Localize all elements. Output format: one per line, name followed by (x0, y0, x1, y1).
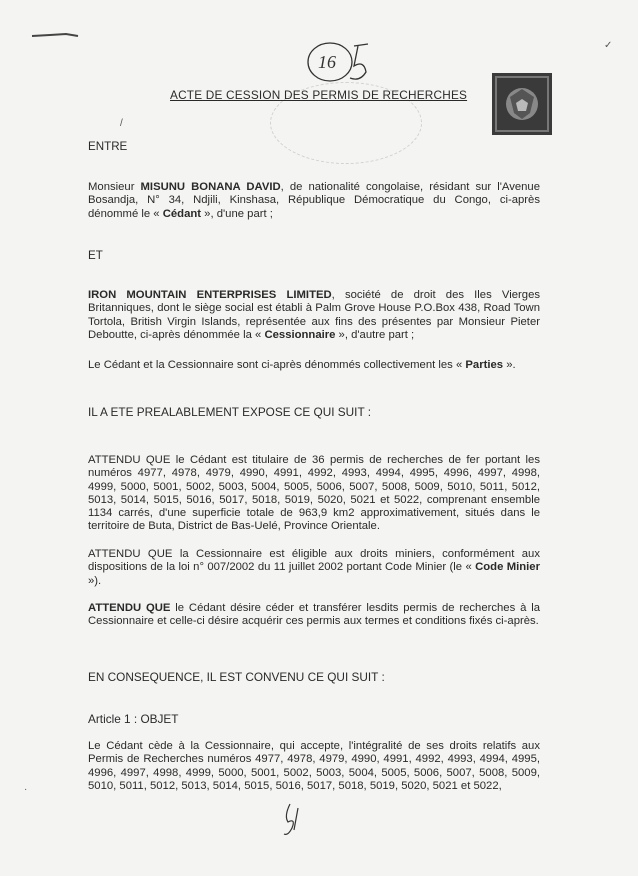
section-heading-expose: IL A ETE PREALABLEMENT EXPOSE CE QUI SUIT : (88, 405, 372, 419)
text-span: »). (88, 574, 102, 587)
parties-paragraph (88, 359, 540, 372)
handwritten-initials (278, 800, 308, 840)
margin-mark: ✓ (604, 40, 613, 51)
text-span: , société de droit des Iles Vierges Britanniques, dont le siège social est établi à Palm Grove House P.O.Box 438, Road Town Tortola, British Virgin Islands, représentée aux fins des présentes par Monsieur Pieter Deboutte, ci-après dénommée la « (88, 289, 540, 341)
text-span: ATTENDU QUE la Cessionnaire est éligible aux droits miniers, conformément aux dispositions de la loi n° 007/2002 du 11 juillet 2002 portant Code Minier (le « (88, 548, 540, 574)
defined-term: Cédant (162, 207, 202, 220)
text-span: , de nationalité congolaise, résidant sur l'Avenue Bosandja, N° 34, Ndjili, Kinshasa, République Démocratique du Congo, ci-après dénommé le « (88, 181, 540, 220)
handwritten-page-number (304, 38, 376, 84)
text-span: Le Cédant et la Cessionnaire sont ci-après dénommés collectivement les « (88, 359, 466, 371)
et-label: ET (88, 249, 103, 262)
article-1-paragraph: Le Cédant cède à la Cessionnaire, qui accepte, l'intégralité de ses droits relatifs aux Permis de Recherches numéros 4977, 4978, 4979, 4990, 4991, 4992, 4993, 4994, 4995, 4996, 4997, 4998, 4999, 5000, 5001, 5002, 5003, 5004, 5005, 5006, 5007, 5008, 5009, 5010, 5011, 5012, 5013, 5014, 5015, 5016, 5017, 5018, 5019, 5020, 5021 et 5022, (88, 740, 540, 792)
text-span: ». (503, 359, 516, 371)
attendu-3-paragraph (88, 602, 540, 629)
attendu-1-paragraph: ATTENDU QUE le Cédant est titulaire de 36 permis de recherches de fer portant les numéros 4977, 4978, 4979, 4990, 4991, 4992, 4993, 4994, 4995, 4996, 4997, 4998, 4999, 5000, 5001, 5002, 5003, 5004, 5005, 5006, 5007, 5008, 5009, 5010, 5011, 5012, 5013, 5014, 5015, 5016, 5017, 5018, 5019, 5020, 5021 et 5022, comprenant ensemble 1134 carrés, d'une superficie totale de 963,9 km2 approximativement, situés dans le territoire de Buta, District de Bas-Uelé, Province Orientale. (88, 454, 540, 533)
document-title: ACTE DE CESSION DES PERMIS DE RECHERCHES (170, 88, 468, 102)
attendu-2-paragraph (88, 548, 540, 588)
svg-text:16: 16 (318, 52, 336, 72)
attendu-lead: ATTENDU QUE (88, 602, 171, 614)
cessionnaire-name: IRON MOUNTAIN ENTERPRISES LIMITED (88, 289, 332, 301)
scribble-mark (30, 31, 80, 39)
margin-mark: · (24, 784, 28, 795)
text-span: », d'une part ; (201, 207, 273, 220)
defined-term: Code Minier (475, 561, 540, 574)
text-span: », d'autre part ; (335, 328, 415, 341)
party-cedant-paragraph (88, 181, 540, 221)
section-heading-convenu: EN CONSEQUENCE, IL EST CONVENU CE QUI SUIT : (88, 670, 385, 684)
margin-mark: / (120, 118, 123, 129)
party-cessionnaire-paragraph (88, 289, 540, 342)
cedant-name: MISUNU BONANA DAVID (140, 181, 281, 193)
official-seal (492, 73, 552, 135)
text-span: Monsieur (88, 181, 141, 193)
defined-term: Cessionnaire (264, 328, 336, 341)
article-1-heading: Article 1 : OBJET (88, 712, 179, 726)
entre-label: ENTRE (88, 140, 128, 153)
text-span: le Cédant désire céder et transférer lesdits permis de recherches à la Cessionnaire et celle-ci désire acquérir ces permis aux termes et conditions fixés ci-après. (88, 602, 540, 628)
defined-term: Parties (465, 359, 504, 371)
